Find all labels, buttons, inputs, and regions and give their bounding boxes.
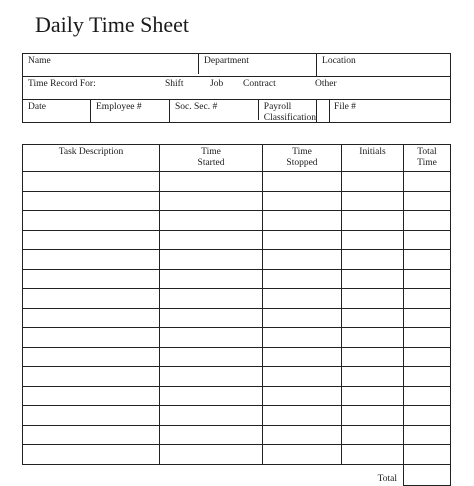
time-stopped-cell[interactable]: [263, 425, 342, 445]
time-started-cell[interactable]: [160, 308, 263, 328]
table-row: [23, 250, 451, 270]
total-row-spacer: [160, 464, 263, 485]
time-started-cell[interactable]: [160, 289, 263, 309]
task-description-cell[interactable]: [23, 269, 160, 289]
total-time-cell[interactable]: [404, 406, 451, 426]
shift-option[interactable]: Shift: [165, 79, 184, 89]
time-stopped-cell[interactable]: [263, 445, 342, 465]
table-row: [23, 191, 451, 211]
time-started-cell[interactable]: [160, 425, 263, 445]
table-row: [23, 386, 451, 406]
time-started-header-line1: Time: [201, 147, 221, 157]
task-description-header-label: Task Description: [58, 147, 124, 157]
file-label: File #: [334, 102, 356, 112]
time-started-cell[interactable]: [160, 191, 263, 211]
table-row: [23, 406, 451, 426]
task-description-cell[interactable]: [23, 250, 160, 270]
task-description-header: [23, 145, 160, 172]
initials-header: [342, 145, 404, 172]
time-stopped-cell[interactable]: [263, 269, 342, 289]
initials-cell[interactable]: [342, 308, 404, 328]
task-description-cell[interactable]: [23, 425, 160, 445]
time-started-cell[interactable]: [160, 445, 263, 465]
date-field[interactable]: [23, 100, 91, 123]
total-time-cell[interactable]: [404, 347, 451, 367]
time-stopped-cell[interactable]: [263, 289, 342, 309]
table-row: [23, 367, 451, 387]
initials-cell[interactable]: [342, 172, 404, 192]
task-description-cell[interactable]: [23, 230, 160, 250]
total-time-cell[interactable]: [404, 269, 451, 289]
initials-cell[interactable]: [342, 445, 404, 465]
time-stopped-header: [263, 145, 342, 172]
payroll-classification-field[interactable]: [259, 100, 317, 123]
total-time-header: [404, 145, 451, 172]
initials-cell[interactable]: [342, 269, 404, 289]
time-started-cell[interactable]: [160, 230, 263, 250]
initials-header-label: Initials: [359, 147, 386, 157]
total-time-cell[interactable]: [404, 308, 451, 328]
table-row: [23, 347, 451, 367]
table-row: [23, 445, 451, 465]
initials-cell[interactable]: [342, 406, 404, 426]
name-label: Name: [28, 56, 51, 66]
table-row: [23, 328, 451, 348]
time-started-cell[interactable]: [160, 269, 263, 289]
soc-sec-field[interactable]: [170, 100, 259, 120]
task-description-cell[interactable]: [23, 289, 160, 309]
time-stopped-cell[interactable]: [263, 347, 342, 367]
department-field[interactable]: [199, 54, 316, 74]
total-time-cell[interactable]: [404, 445, 451, 465]
task-description-cell[interactable]: [23, 406, 160, 426]
total-time-header-line1: Total: [417, 147, 437, 157]
employee-field[interactable]: [91, 100, 170, 123]
employee-label: Employee #: [96, 102, 142, 112]
time-stopped-cell[interactable]: [263, 191, 342, 211]
total-row-spacer: [23, 464, 160, 485]
page-title: Daily Time Sheet: [35, 12, 190, 37]
time-stopped-cell[interactable]: [263, 386, 342, 406]
time-started-cell[interactable]: [160, 328, 263, 348]
time-stopped-cell[interactable]: [263, 250, 342, 270]
initials-cell[interactable]: [342, 191, 404, 211]
time-started-cell[interactable]: [160, 406, 263, 426]
time-record-for-field[interactable]: [23, 77, 451, 100]
name-field[interactable]: [23, 54, 199, 74]
location-field[interactable]: [317, 54, 451, 77]
initials-cell[interactable]: [342, 425, 404, 445]
total-time-cell[interactable]: [404, 250, 451, 270]
table-row: [23, 425, 451, 445]
time-stopped-cell[interactable]: [263, 308, 342, 328]
soc-sec-label: Soc. Sec. #: [175, 102, 218, 112]
table-row: [23, 211, 451, 231]
total-label: Total: [377, 474, 397, 484]
location-label: Location: [322, 56, 356, 66]
total-time-cell[interactable]: [404, 367, 451, 387]
table-row: [23, 230, 451, 250]
task-rows: [23, 172, 451, 465]
initials-cell[interactable]: [342, 230, 404, 250]
time-started-cell[interactable]: [160, 211, 263, 231]
time-stopped-cell[interactable]: [263, 172, 342, 192]
task-description-cell[interactable]: [23, 308, 160, 328]
department-label: Department: [204, 56, 249, 66]
total-row-spacer: [263, 464, 342, 485]
task-description-cell[interactable]: [23, 367, 160, 387]
task-description-cell[interactable]: [23, 191, 160, 211]
time-started-cell[interactable]: [160, 250, 263, 270]
task-description-cell[interactable]: [23, 211, 160, 231]
total-time-cell[interactable]: [404, 211, 451, 231]
total-time-cell[interactable]: [404, 464, 451, 485]
table-row: [23, 269, 451, 289]
table-row: [23, 289, 451, 309]
initials-cell[interactable]: [342, 250, 404, 270]
task-table: [22, 144, 451, 486]
job-option[interactable]: Job: [210, 79, 224, 89]
time-stopped-cell[interactable]: [263, 328, 342, 348]
total-time-cell[interactable]: [404, 191, 451, 211]
total-time-cell[interactable]: [404, 386, 451, 406]
file-field[interactable]: [317, 100, 451, 123]
table-row: [23, 172, 451, 192]
other-option[interactable]: Other: [315, 79, 337, 89]
time-started-header-line2: Started: [197, 158, 225, 168]
total-time-cell[interactable]: [404, 172, 451, 192]
initials-cell[interactable]: [342, 289, 404, 309]
time-started-header: [160, 145, 263, 172]
task-description-cell[interactable]: [23, 347, 160, 367]
task-description-cell[interactable]: [23, 445, 160, 465]
initials-cell[interactable]: [342, 367, 404, 387]
time-stopped-cell[interactable]: [263, 406, 342, 426]
time-started-cell[interactable]: [160, 172, 263, 192]
task-description-cell[interactable]: [23, 328, 160, 348]
payroll-classification-label: Payroll Classification: [263, 102, 317, 123]
time-started-cell[interactable]: [160, 386, 263, 406]
date-label: Date: [28, 102, 46, 112]
contract-option[interactable]: Contract: [243, 79, 276, 89]
initials-cell[interactable]: [342, 211, 404, 231]
table-row: [23, 308, 451, 328]
total-time-cell[interactable]: [404, 289, 451, 309]
task-description-cell[interactable]: [23, 386, 160, 406]
time-stopped-cell[interactable]: [263, 230, 342, 250]
initials-cell[interactable]: [342, 347, 404, 367]
file-label-wrap: [330, 100, 450, 122]
total-time-cell[interactable]: [404, 425, 451, 445]
employee-info-table: [22, 53, 451, 123]
total-time-cell[interactable]: [404, 230, 451, 250]
time-started-cell[interactable]: [160, 367, 263, 387]
initials-cell[interactable]: [342, 386, 404, 406]
time-record-for-label: Time Record For:: [28, 79, 96, 89]
initials-cell[interactable]: [342, 328, 404, 348]
total-time-cell[interactable]: [404, 328, 451, 348]
time-stopped-cell[interactable]: [263, 367, 342, 387]
time-started-cell[interactable]: [160, 347, 263, 367]
total-time-header-line2: Time: [417, 158, 437, 168]
payroll-classification-continued[interactable]: [317, 100, 330, 122]
time-stopped-header-line2: Stopped: [286, 158, 318, 168]
time-stopped-header-line1: Time: [292, 147, 312, 157]
time-stopped-cell[interactable]: [263, 211, 342, 231]
task-description-cell[interactable]: [23, 172, 160, 192]
